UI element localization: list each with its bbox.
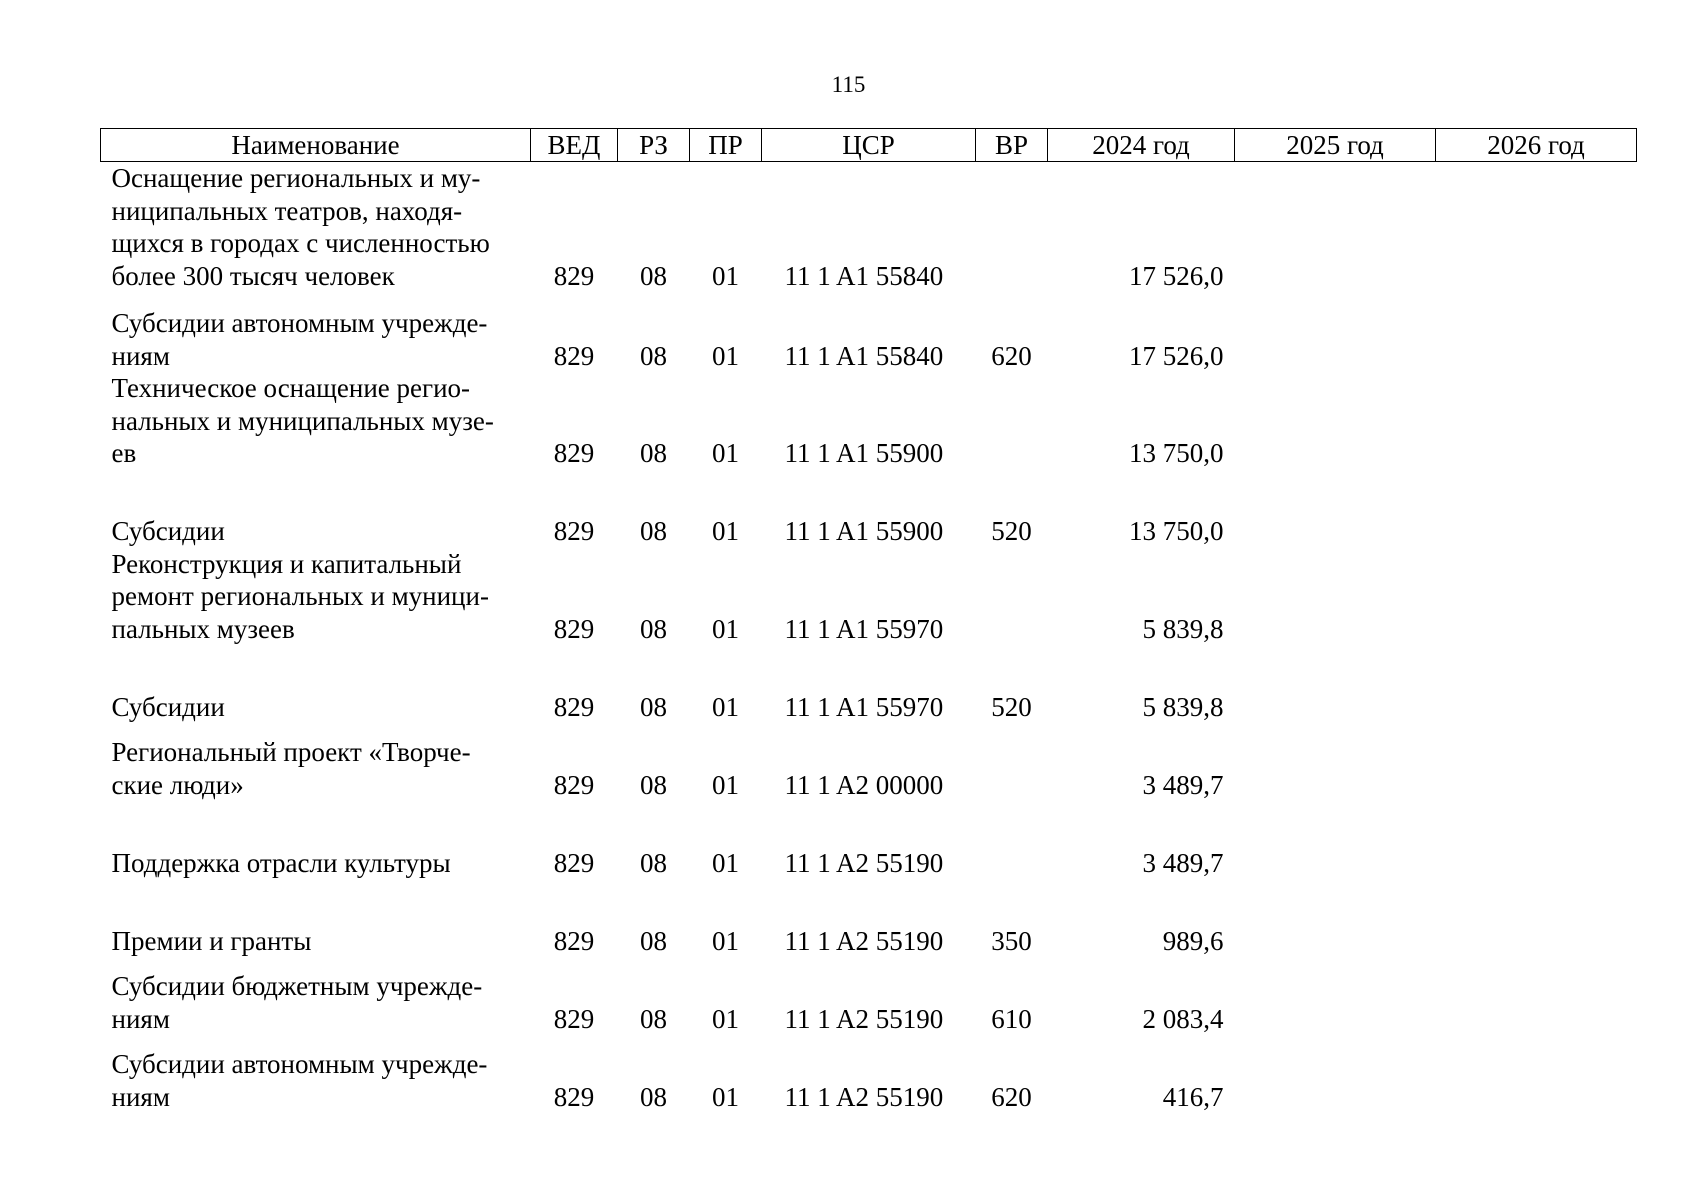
cell-ved: 829 bbox=[553, 769, 595, 800]
cell-2024: 13 750,0 bbox=[1129, 516, 1224, 546]
cell-rz: 08 bbox=[640, 516, 667, 546]
cell-ved: 829 bbox=[553, 1081, 595, 1112]
header-row bbox=[101, 129, 1637, 162]
cell-ved: 829 bbox=[553, 516, 595, 546]
cell-2024: 13 750,0 bbox=[1129, 438, 1224, 468]
cell-2025 bbox=[1235, 292, 1436, 372]
cell-vr: 520 bbox=[991, 691, 1032, 722]
cell-pr: 01 bbox=[712, 340, 739, 371]
cell-ved: 829 bbox=[553, 438, 595, 468]
cell-csr: 11 1 A1 55840 bbox=[784, 340, 944, 371]
cell-2025 bbox=[1235, 957, 1436, 1035]
cell-csr: 11 1 A1 55900 bbox=[784, 516, 944, 546]
header-name: Наименование bbox=[101, 129, 531, 162]
budget-table bbox=[100, 128, 1637, 1113]
cell-vr: 350 bbox=[991, 925, 1032, 956]
cell-vr bbox=[976, 548, 1048, 646]
name-text: Субсидии бюджетным учрежде- ниям bbox=[111, 971, 483, 1034]
table-row bbox=[101, 957, 1637, 1035]
cell-csr: 11 1 A1 55970 bbox=[784, 691, 944, 722]
cell-name bbox=[101, 957, 531, 1035]
cell-2025 bbox=[1235, 1035, 1436, 1113]
cell-csr: 11 1 A1 55900 bbox=[784, 438, 944, 468]
cell-rz: 08 bbox=[640, 1003, 667, 1034]
table-header bbox=[101, 129, 1637, 162]
name-text: Реконструкция и капитальный ремонт региональных и муници- пальных музеев bbox=[111, 548, 489, 644]
cell-name bbox=[101, 879, 531, 957]
cell-2025 bbox=[1235, 162, 1436, 293]
cell-vr: 620 bbox=[991, 340, 1032, 371]
cell-rz: 08 bbox=[640, 691, 667, 722]
table-row bbox=[101, 879, 1637, 957]
cell-2025 bbox=[1235, 645, 1436, 723]
cell-csr: 11 1 A1 55970 bbox=[784, 613, 944, 644]
cell-vr bbox=[976, 372, 1048, 470]
cell-rz: 08 bbox=[640, 340, 667, 371]
name-text: Поддержка отрасли культуры bbox=[111, 847, 451, 878]
cell-2026 bbox=[1436, 801, 1637, 879]
cell-vr bbox=[976, 801, 1048, 879]
cell-2024: 2 083,4 bbox=[1142, 1003, 1224, 1034]
table-row bbox=[101, 470, 1637, 548]
cell-2025 bbox=[1235, 801, 1436, 879]
cell-pr: 01 bbox=[712, 925, 739, 956]
cell-2025 bbox=[1235, 879, 1436, 957]
cell-csr: 11 1 A2 55190 bbox=[784, 1081, 944, 1112]
cell-ved: 829 bbox=[553, 847, 595, 878]
table-row bbox=[101, 645, 1637, 723]
cell-csr: 11 1 A2 00000 bbox=[784, 769, 944, 800]
cell-ved: 829 bbox=[553, 1003, 595, 1034]
cell-name bbox=[101, 801, 531, 879]
cell-2026 bbox=[1436, 879, 1637, 957]
cell-2026 bbox=[1436, 470, 1637, 548]
table-row bbox=[101, 801, 1637, 879]
cell-rz: 08 bbox=[640, 438, 667, 468]
cell-ved: 829 bbox=[553, 925, 595, 956]
cell-csr: 11 1 A2 55190 bbox=[784, 847, 944, 878]
cell-2026 bbox=[1436, 162, 1637, 293]
cell-name bbox=[101, 1035, 531, 1113]
cell-2024: 17 526,0 bbox=[1129, 340, 1224, 371]
cell-ved: 829 bbox=[553, 691, 595, 722]
cell-name bbox=[101, 723, 531, 801]
cell-pr: 01 bbox=[712, 1003, 739, 1034]
cell-vr: 610 bbox=[991, 1003, 1032, 1034]
cell-name bbox=[101, 548, 531, 646]
cell-2025 bbox=[1235, 723, 1436, 801]
cell-2024: 5 839,8 bbox=[1142, 613, 1224, 644]
table-row bbox=[101, 372, 1637, 470]
cell-rz: 08 bbox=[640, 260, 667, 291]
cell-2025 bbox=[1235, 372, 1436, 470]
cell-pr: 01 bbox=[712, 769, 739, 800]
cell-csr: 11 1 A2 55190 bbox=[784, 925, 944, 956]
cell-pr: 01 bbox=[712, 438, 739, 468]
cell-csr: 11 1 A2 55190 bbox=[784, 1003, 944, 1034]
cell-rz: 08 bbox=[640, 613, 667, 644]
cell-2024: 3 489,7 bbox=[1142, 769, 1224, 800]
cell-pr: 01 bbox=[712, 613, 739, 644]
name-text: Субсидии автономным учрежде- ниям bbox=[111, 308, 488, 371]
cell-rz: 08 bbox=[640, 847, 667, 878]
cell-2026 bbox=[1436, 1035, 1637, 1113]
cell-name bbox=[101, 645, 531, 723]
cell-pr: 01 bbox=[712, 1081, 739, 1112]
cell-2024: 3 489,7 bbox=[1142, 847, 1224, 878]
cell-vr bbox=[976, 723, 1048, 801]
header-pr: ПР bbox=[690, 129, 762, 162]
header-rz: РЗ bbox=[618, 129, 690, 162]
cell-ved: 829 bbox=[553, 340, 595, 371]
table-row bbox=[101, 162, 1637, 293]
cell-2025 bbox=[1235, 548, 1436, 646]
cell-2024: 989,6 bbox=[1162, 925, 1224, 956]
table-body bbox=[101, 162, 1637, 1114]
cell-ved: 829 bbox=[553, 613, 595, 644]
table-row bbox=[101, 548, 1637, 646]
table-row bbox=[101, 723, 1637, 801]
cell-ved: 829 bbox=[553, 260, 595, 291]
header-csr: ЦСР bbox=[762, 129, 976, 162]
cell-rz: 08 bbox=[640, 1081, 667, 1112]
cell-pr: 01 bbox=[712, 516, 739, 546]
name-text: Субсидии автономным учрежде- ниям bbox=[111, 1049, 488, 1112]
name-text: Оснащение региональных и му- ниципальных театров, находя- щихся в городах с численностью более 300 тысяч человек bbox=[111, 163, 490, 291]
cell-vr: 620 bbox=[991, 1081, 1032, 1112]
cell-2026 bbox=[1436, 645, 1637, 723]
cell-2026 bbox=[1436, 372, 1637, 470]
cell-2025 bbox=[1235, 470, 1436, 548]
header-ved: ВЕД bbox=[531, 129, 618, 162]
cell-vr bbox=[976, 162, 1048, 293]
cell-pr: 01 bbox=[712, 691, 739, 722]
header-2024: 2024 год bbox=[1048, 129, 1235, 162]
cell-2024: 17 526,0 bbox=[1129, 260, 1224, 291]
cell-rz: 08 bbox=[640, 769, 667, 800]
name-text: Премии и гранты bbox=[111, 925, 312, 956]
name-text: Региональный проект «Творче- ские люди» bbox=[111, 737, 471, 800]
header-2026: 2026 год bbox=[1436, 129, 1637, 162]
cell-rz: 08 bbox=[640, 925, 667, 956]
page-number: 115 bbox=[831, 72, 866, 97]
cell-pr: 01 bbox=[712, 260, 739, 291]
header-vr: ВР bbox=[976, 129, 1048, 162]
header-2025: 2025 год bbox=[1235, 129, 1436, 162]
cell-name bbox=[101, 470, 531, 548]
cell-2026 bbox=[1436, 957, 1637, 1035]
cell-2024: 416,7 bbox=[1162, 1081, 1224, 1112]
name-text: Субсидии bbox=[111, 691, 225, 722]
cell-2026 bbox=[1436, 548, 1637, 646]
cell-name bbox=[101, 372, 531, 470]
cell-csr: 11 1 A1 55840 bbox=[784, 260, 944, 291]
cell-2026 bbox=[1436, 292, 1637, 372]
cell-name bbox=[101, 162, 531, 293]
cell-name bbox=[101, 292, 531, 372]
table-row bbox=[101, 292, 1637, 372]
cell-vr: 520 bbox=[991, 516, 1032, 546]
cell-pr: 01 bbox=[712, 847, 739, 878]
cell-2024: 5 839,8 bbox=[1142, 691, 1224, 722]
cell-2026 bbox=[1436, 723, 1637, 801]
name-text: Субсидии bbox=[111, 516, 225, 546]
table-row bbox=[101, 1035, 1637, 1113]
name-text: Техническое оснащение регио- нальных и муниципальных музе- ев bbox=[111, 373, 494, 468]
